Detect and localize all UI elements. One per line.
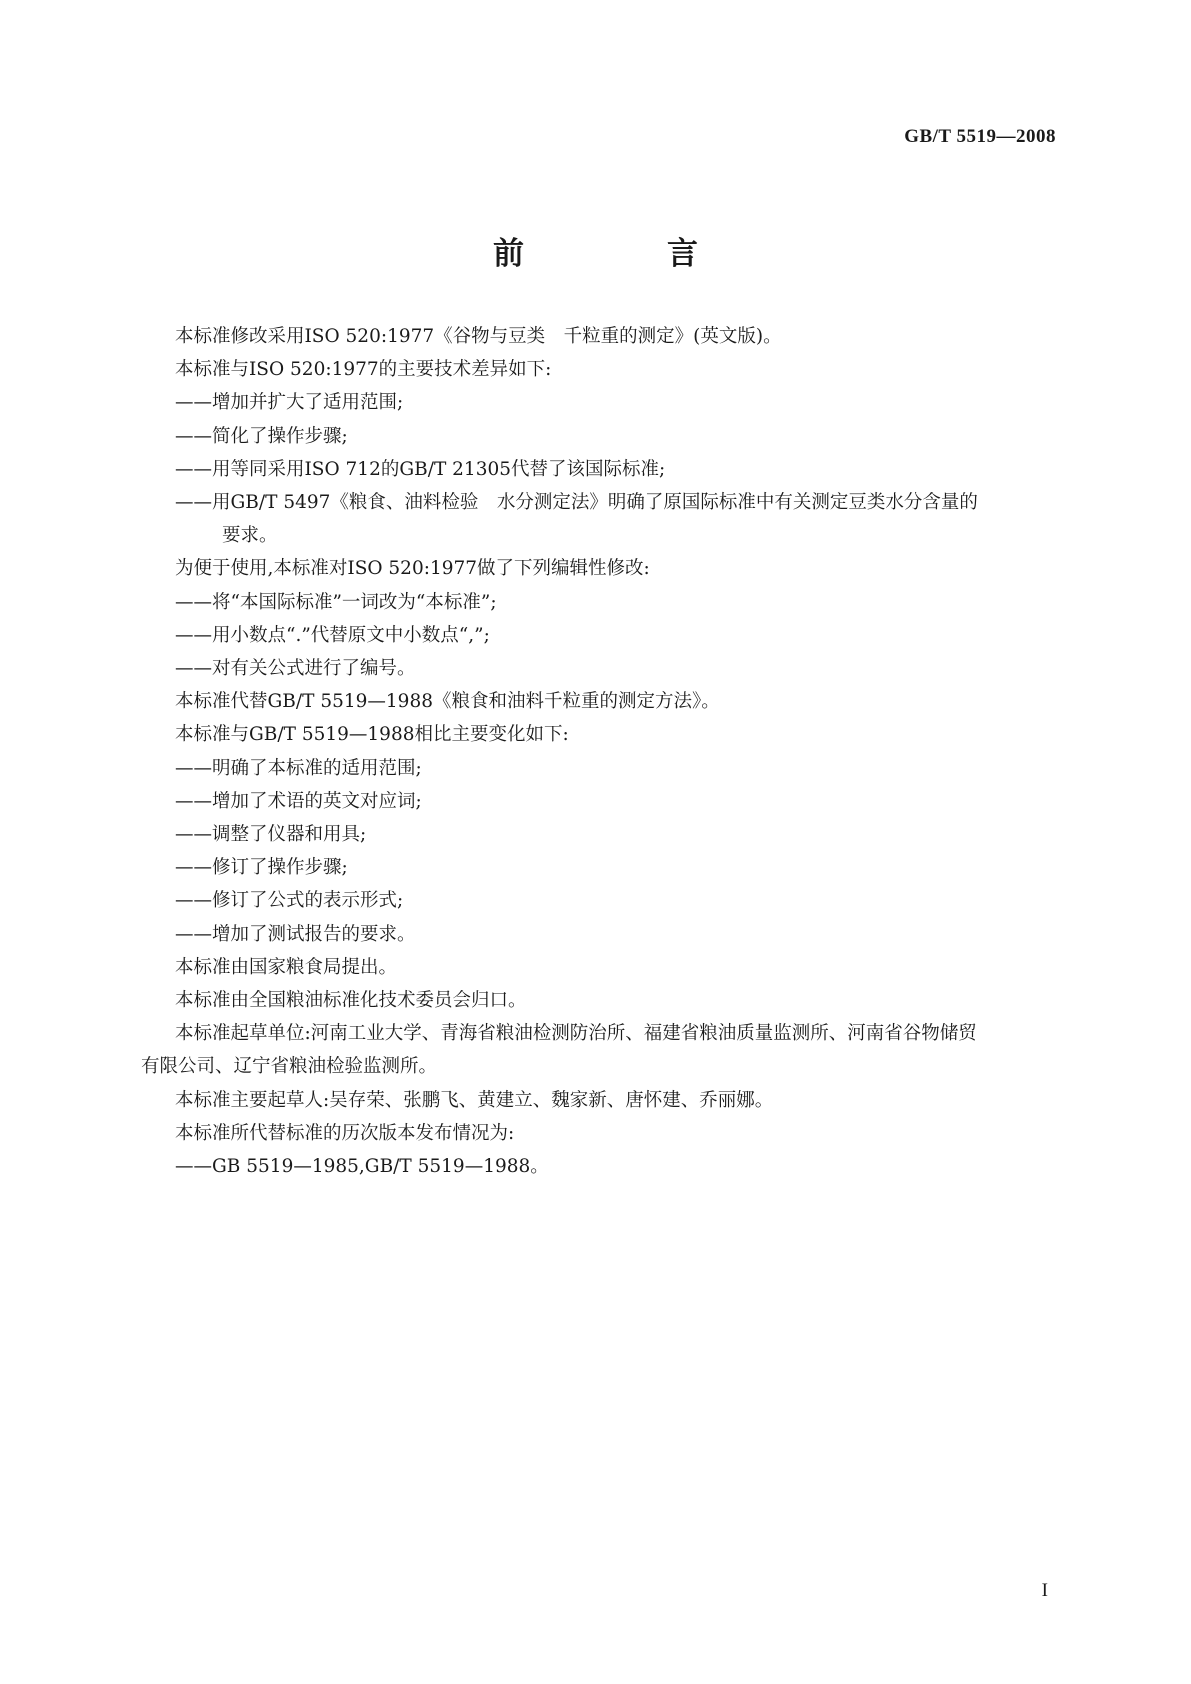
- page-title: 前 言: [493, 236, 754, 272]
- paragraph: 本标准由全国粮油标准化技术委员会归口。: [175, 990, 527, 1012]
- list-item: ——GB 5519—1985,GB/T 5519—1988。: [175, 1156, 549, 1178]
- list-item-continuation: 要求。: [222, 525, 278, 547]
- paragraph: 本标准主要起草人:吴存荣、张鹏飞、黄建立、魏家新、唐怀建、乔丽娜。: [175, 1089, 774, 1111]
- list-item: ——用等同采用ISO 712的GB/T 21305代替了该国际标准;: [175, 458, 666, 480]
- list-item: ——将“本国际标准”一词改为“本标准”;: [175, 591, 497, 613]
- paragraph: 本标准由国家粮食局提出。: [175, 956, 398, 978]
- list-item: ——明确了本标准的适用范围;: [175, 757, 422, 779]
- list-item: ——调整了仪器和用具;: [175, 824, 367, 846]
- paragraph-continuation: 有限公司、辽宁省粮油检验监测所。: [141, 1056, 438, 1078]
- paragraph: 为便于使用,本标准对ISO 520:1977做了下列编辑性修改:: [175, 558, 650, 580]
- paragraph: 本标准代替GB/T 5519—1988《粮食和油料千粒重的测定方法》。: [175, 691, 720, 713]
- list-item: ——增加并扩大了适用范围;: [175, 392, 404, 414]
- foreword-body: [141, 320, 1061, 1183]
- list-item: ——修订了操作步骤;: [175, 857, 348, 879]
- page-number: I: [1041, 1580, 1048, 1601]
- list-item: ——对有关公式进行了编号。: [175, 658, 416, 680]
- list-item: ——用小数点“.”代替原文中小数点“,”;: [175, 624, 490, 646]
- paragraph: 本标准与ISO 520:1977的主要技术差异如下:: [175, 359, 552, 381]
- list-item: ——增加了测试报告的要求。: [175, 923, 416, 945]
- paragraph: 本标准所代替标准的历次版本发布情况为:: [175, 1122, 515, 1144]
- list-item: ——增加了术语的英文对应词;: [175, 790, 422, 812]
- paragraph: 本标准起草单位:河南工业大学、青海省粮油检测防治所、福建省粮油质量监测所、河南省谷物储贸: [175, 1023, 977, 1045]
- list-item: ——修订了公式的表示形式;: [175, 890, 404, 912]
- paragraph: 本标准与GB/T 5519—1988相比主要变化如下:: [175, 724, 569, 746]
- paragraph: 本标准修改采用ISO 520:1977《谷物与豆类 千粒重的测定》(英文版)。: [175, 326, 782, 347]
- list-item: ——用GB/T 5497《粮食、油料检验 水分测定法》明确了原国际标准中有关测定豆类水分含量的: [175, 492, 978, 514]
- list-item: ——简化了操作步骤;: [175, 425, 348, 447]
- standard-code: GB/T 5519—2008: [904, 126, 1056, 147]
